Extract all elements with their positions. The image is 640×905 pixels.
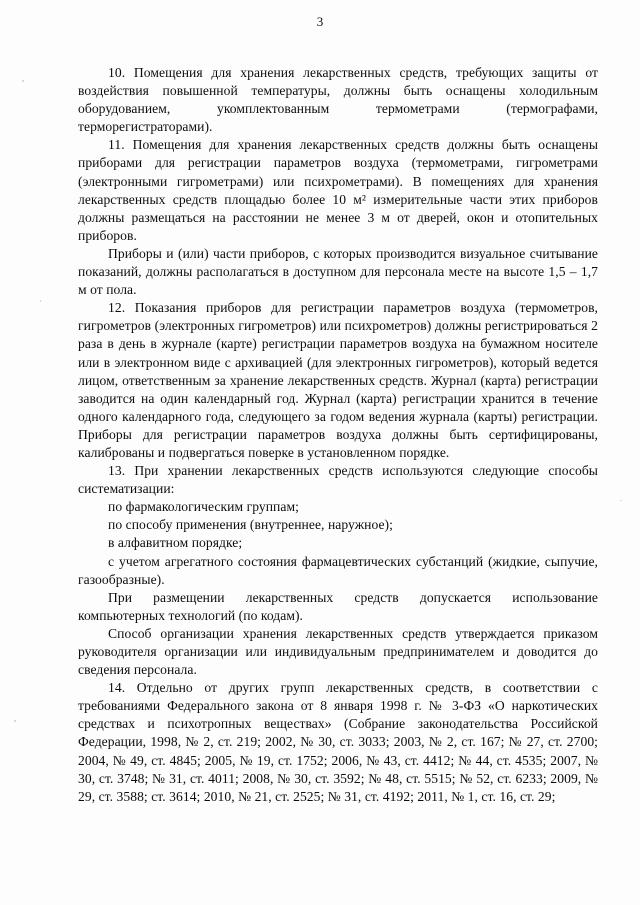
- list-item: по фармакологическим группам;: [108, 499, 299, 515]
- paragraph-13-computer: При размещении лекарственных средств допускается использование компьютерных технологий (по кодам).: [78, 589, 598, 623]
- paragraph-13: 13. При хранении лекарственных средств используются следующие способы систематизации:: [78, 463, 598, 497]
- paragraph-11-devices: Приборы и (или) части приборов, с которых производится визуальное считывание показаний, должны располагаться в доступном для персонала месте на высоте 1,5 – 1,7 м от пола.: [78, 245, 598, 298]
- paragraph-10: 10. Помещения для хранения лекарственных средств, требующих защиты от воздействия повышенной температуры, должны быть оснащены холодильным оборудованием, укомплектованным термометрами (термографами, терморегистраторами).: [78, 65, 598, 135]
- list-item: с учетом агрегатного состояния фармацевтических субстанций (жидкие, сыпучие, газообразные).: [78, 553, 598, 587]
- page-number: 3: [316, 14, 324, 29]
- scan-speck: [22, 80, 24, 82]
- paragraph-14: 14. Отдельно от других групп лекарственных средств, в соответствии с требованиями Федерального закона от 8 января 1998 г. № 3-ФЗ «О наркотических средствах и психотропных веществах» (Собрание законодательства Российской Федерации, 1998, № 2, ст. 219; 2002, № 30, ст. 3033; 2003, № 2, ст. 167; № 27, ст. 2700; 2004, № 49, ст. 4845; 2005, № 19, ст. 1752; 2006, № 43, ст. 4412; № 44, ст. 4535; 2007, № 30, ст. 3748; № 31, ст. 4011; 2008, № 30, ст. 3592; № 48, ст. 5515; № 52, ст. 6233; 2009, № 29, ст. 3588; ст. 3614; 2010, № 21, ст. 2525; № 31, ст. 4192; 2011, № 1, ст. 16, ст. 29;: [78, 680, 598, 804]
- scan-speck: [40, 300, 41, 302]
- paragraph-13-method: Способ организации хранения лекарственных средств утверждается приказом руководителя организации или индивидуальным предпринимателем и доводится до сведения персонала.: [78, 625, 598, 678]
- list-item: в алфавитном порядке;: [108, 535, 243, 551]
- list-item: по способу применения (внутреннее, наружное);: [108, 517, 393, 533]
- scan-speck: [14, 720, 16, 722]
- scan-speck: [620, 500, 622, 501]
- paragraph-12: 12. Показания приборов для регистрации параметров воздуха (термометров, гигрометров (электронных гигрометров) или психрометров) должны регистрироваться 2 раза в день в журнале (карте) регистрации параметров воздуха на бумажном носителе или в электронном виде с архивацией (для электронных гигрометров), который ведется лицом, ответственным за хранение лекарственных средств. Журнал (карта) регистрации заводится на один календарный год. Журнал (карта) регистрации хранится в течение одного календарного года, следующего за годом ведения журнала (карты) регистрации. Приборы для регистрации параметров воздуха должны быть сертифицированы, калиброваны и подвергаться поверке в установленном порядке.: [78, 300, 598, 460]
- paragraph-11: 11. Помещения для хранения лекарственных средств должны быть оснащены приборами для регистрации параметров воздуха (термометрами, гигрометрами (электронными гигрометрами) или психрометрами). В помещениях для хранения лекарственных средств площадью более 10 м² измерительные части этих приборов должны размещаться на расстоянии не менее 3 м от дверей, окон и отопительных приборов.: [78, 137, 598, 243]
- document-body: [78, 64, 598, 806]
